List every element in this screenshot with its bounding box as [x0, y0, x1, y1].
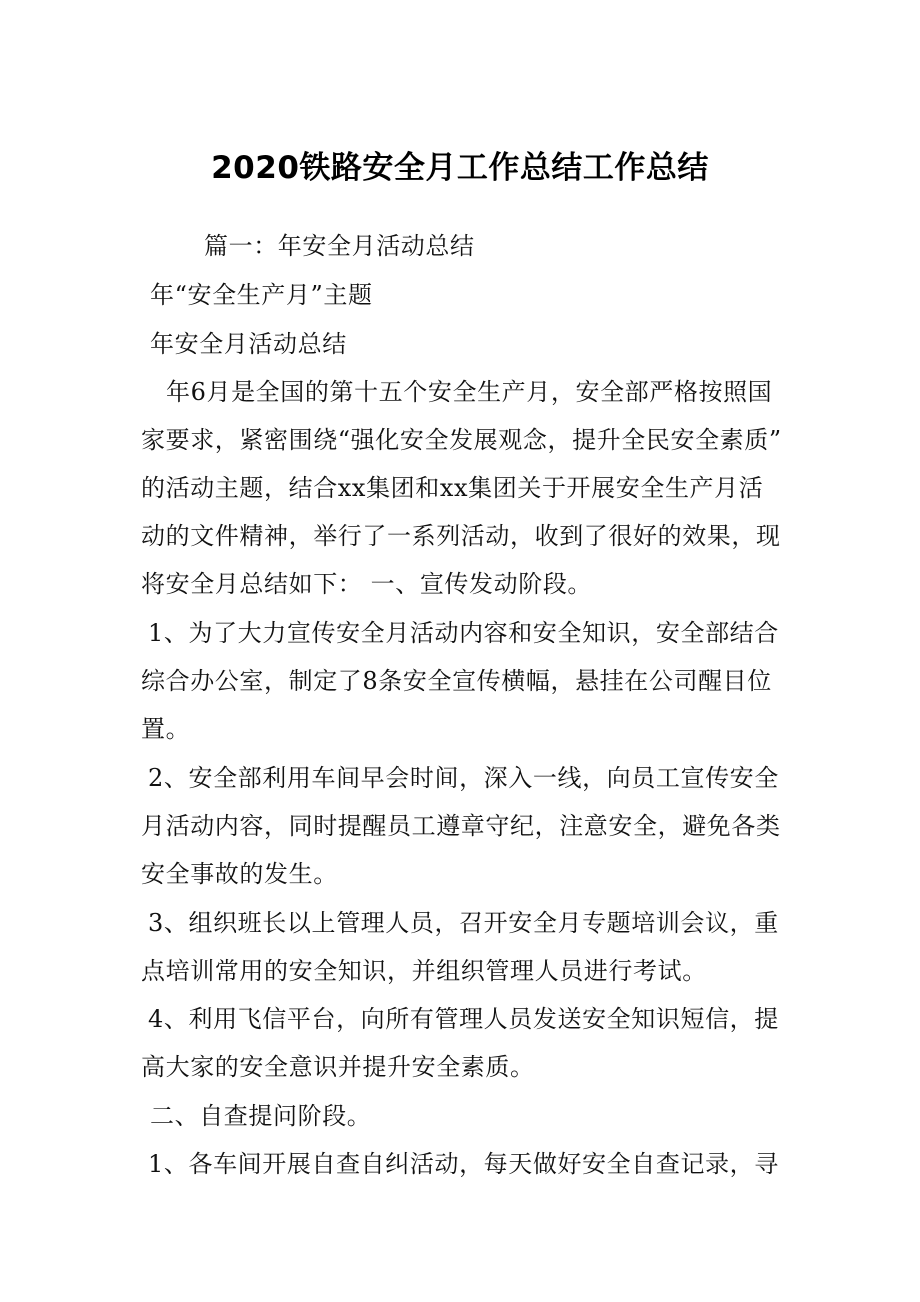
text-line-14: 安全事故的发生。: [141, 860, 338, 888]
text-line-5: 家要求，紧密围绕“强化安全发展观念，提升全民安全素质”: [141, 426, 782, 454]
text-line-12: 2、安全部利用车间早会时间，深入一线，向员工宣传安全: [148, 764, 779, 792]
text-line-6: 的活动主题，结合xx集团和xx集团关于开展安全生产月活: [141, 474, 764, 502]
text-line-13: 月活动内容，同时提醒员工遵章守纪，注意安全，避免各类: [141, 812, 781, 840]
text-line-9: 1、为了大力宣传安全月活动内容和安全知识，安全部结合: [148, 619, 779, 647]
text-line-4: 年6月是全国的第十五个安全生产月，安全部严格按照国: [166, 378, 773, 406]
text-line-16: 点培训常用的安全知识，并组织管理人员进行考试。: [141, 957, 707, 985]
text-line-2: 年“安全生产月”主题: [150, 281, 373, 309]
document-title: 2020铁路安全月工作总结工作总结: [211, 150, 709, 186]
text-line-3: 年安全月活动总结: [150, 330, 347, 358]
text-line-19: 二、自查提问阶段。: [150, 1102, 372, 1130]
text-line-10: 综合办公室，制定了8条安全宣传横幅，悬挂在公司醒目位: [141, 667, 772, 695]
text-line-15: 3、组织班长以上管理人员，召开安全月专题培训会议，重: [148, 909, 779, 937]
text-line-17: 4、利用飞信平台，向所有管理人员发送安全知识短信，提: [148, 1005, 779, 1033]
text-line-8: 将安全月总结如下： 一、宣传发动阶段。: [141, 570, 593, 598]
text-line-7: 动的文件精神，举行了一系列活动，收到了很好的效果，现: [141, 522, 781, 550]
text-line-11: 置。: [141, 715, 191, 743]
text-line-1: 篇一：年安全月活动总结: [204, 232, 475, 260]
text-line-20: 1、各车间开展自查自纠活动，每天做好安全自查记录，寻: [148, 1150, 779, 1178]
text-line-18: 高大家的安全意识并提升安全素质。: [141, 1053, 535, 1081]
